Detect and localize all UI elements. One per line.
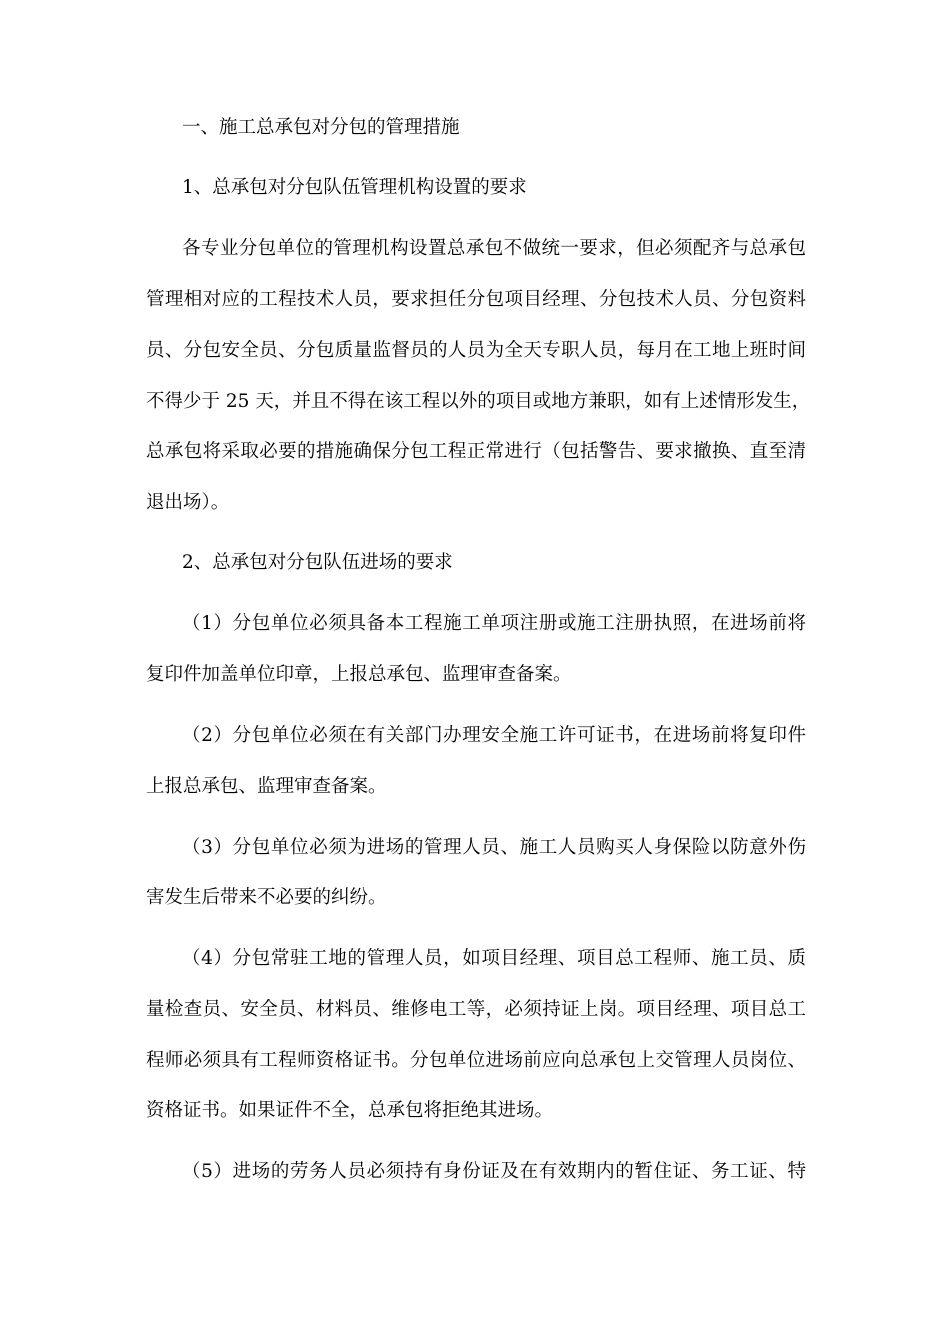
list-item-line: 程师必须具有工程师资格证书。分包单位进场前应向总承包上交管理人员岗位、 [146, 1050, 806, 1071]
list-item-line: 害发生后带来不必要的纠纷。 [146, 887, 387, 908]
list-item-line: 量检查员、安全员、材料员、维修电工等，必须持证上岗。项目经理、项目总工 [146, 999, 806, 1020]
paragraph-line: 管理相对应的工程技术人员，要求担任分包项目经理、分包技术人员、分包资料 [146, 289, 806, 310]
list-item-line: （5）进场的劳务人员必须持有身份证及在有效期内的暂住证、务工证、特 [182, 1161, 806, 1182]
paragraph-line: 退出场）。 [146, 492, 230, 513]
section-1-title: 1、总承包对分包队伍管理机构设置的要求 [182, 177, 527, 198]
paragraph-line: 各专业分包单位的管理机构设置总承包不做统一要求，但必须配齐与总承包 [182, 238, 806, 259]
list-item-line: 资格证书。如果证件不全，总承包将拒绝其进场。 [146, 1100, 554, 1121]
list-item-line: 复印件加盖单位印章，上报总承包、监理审查备案。 [146, 664, 572, 685]
paragraph-line: 员、分包安全员、分包质量监督员的人员为全天专职人员，每月在工地上班时间 [146, 340, 806, 361]
list-item-line: （3）分包单位必须为进场的管理人员、施工人员购买人身保险以防意外伤 [182, 837, 806, 858]
paragraph-line: 总承包将采取必要的措施确保分包工程正常进行（包括警告、要求撤换、直至清 [146, 441, 806, 462]
list-item-line: 上报总承包、监理审查备案。 [146, 776, 387, 797]
list-item-line: （2）分包单位必须在有关部门办理安全施工许可证书，在进场前将复印件 [182, 725, 806, 746]
list-item-line: （4）分包常驻工地的管理人员，如项目经理、项目总工程师、施工员、质 [182, 948, 806, 969]
paragraph-line: 不得少于 25 天，并且不得在该工程以外的项目或地方兼职，如有上述情形发生， [146, 391, 811, 412]
list-item-line: （1）分包单位必须具备本工程施工单项注册或施工注册执照，在进场前将 [182, 613, 806, 634]
heading-main: 一、施工总承包对分包的管理措施 [182, 117, 460, 138]
section-2-title: 2、总承包对分包队伍进场的要求 [182, 552, 453, 573]
